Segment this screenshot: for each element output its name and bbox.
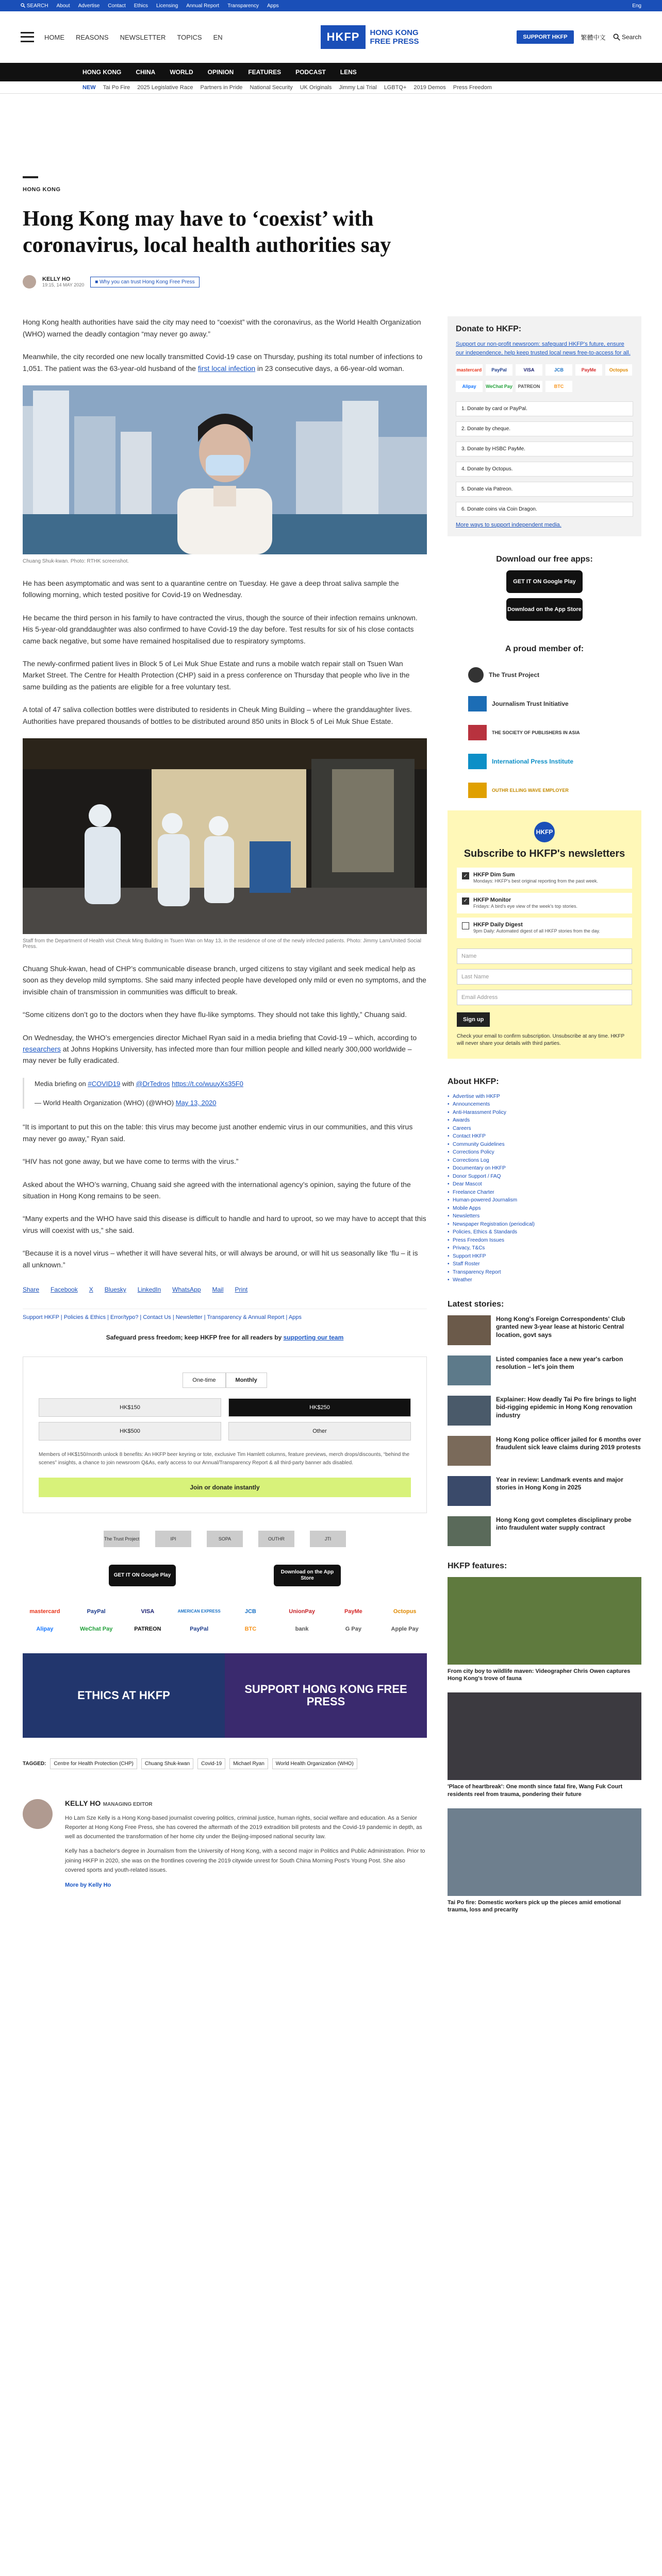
bio-paragraph: Kelly has a bachelor's degree in Journalism from the University of Hong Kong, with a second major in Politics and Public Administration. Prior to joining HKFP in 2020, she was on the frontlines covering the 2019 citywide unrest for South China Morning Post's Young Post. She also covered sports and youth-related issues.	[65, 1848, 425, 1873]
article-title: Hong Kong may have to ‘coexist’ with coronavirus, local health authorities say	[23, 207, 391, 258]
paragraph: Meanwhile, the city recorded one new locally transmitted Covid-19 case on Thursday, pushing its total number of infections to 1,051. The patient was the 63-year-old husband of the first local infection in 23 consecutive days, a 66-year-old woman.	[23, 352, 423, 372]
trust-project-logo: The Trust Project	[104, 1531, 140, 1547]
paragraph: Hong Kong health authorities have said the city may need to “coexist” with the coronavirus, as the World Health Organization (WHO) warned the deadly contagion “may never go away.”	[23, 318, 421, 338]
share-bluesky[interactable]: Bluesky	[104, 1285, 126, 1293]
story-thumbnail	[448, 1355, 491, 1385]
about-link[interactable]: • Staff Roster	[448, 1260, 641, 1268]
member-sopa[interactable]: THE SOCIETY OF PUBLISHERS IN ASIA	[468, 724, 641, 741]
donate-intro[interactable]: Support our non-profit newsroom: safeguard HKFP's future, ensure our independence, help keep trusted local news free-to-access for all.	[456, 341, 631, 356]
donate-option[interactable]: 5. Donate via Patreon.	[456, 482, 633, 497]
donate-option[interactable]: 3. Donate by HSBC PayMe.	[456, 442, 633, 456]
payme-icon: PayMe	[575, 364, 602, 376]
sidebar	[448, 316, 641, 1924]
embedded-tweet: Media briefing on #COVID19 with @DrTedros https://t.co/wuuyXs35F0 — World Health Organization (WHO) (@WHO) May 13, 2020	[23, 1078, 427, 1109]
photo-illustration	[23, 385, 427, 554]
amount-option-selected[interactable]: HK$250	[228, 1398, 411, 1417]
checkbox-checked[interactable]: ✓	[462, 872, 469, 879]
mainnav-china[interactable]: CHINA	[136, 69, 156, 76]
trending-item[interactable]: Jimmy Lai Trial	[339, 84, 377, 91]
story-item[interactable]: Listed companies face a new year's carbon resolution – let's join them	[448, 1355, 641, 1385]
publish-date: 19:15, 14 MAY 2020	[42, 282, 85, 288]
about-link[interactable]: • Careers	[448, 1125, 641, 1133]
jti-icon	[468, 696, 487, 711]
story-item[interactable]: Hong Kong govt completes disciplinary probe into fraudulent water supply contract	[448, 1516, 641, 1546]
site-logo[interactable]	[321, 25, 419, 49]
hkfp-logo: HKFP	[534, 822, 555, 842]
feature-image[interactable]	[448, 1577, 641, 1665]
about-hkfp	[448, 1077, 641, 1284]
trending-item[interactable]: 2019 Demos	[413, 84, 446, 91]
mainnav-world[interactable]: WORLD	[170, 69, 193, 76]
trending-item[interactable]: Press Freedom	[453, 84, 492, 91]
supporting-team-link[interactable]: supporting our team	[283, 1333, 344, 1341]
about-title: About HKFP:	[448, 1077, 499, 1086]
hkfp-features	[448, 1562, 641, 1914]
about-link[interactable]: • Freelance Charter	[448, 1189, 641, 1197]
about-link[interactable]: • Contact HKFP	[448, 1132, 641, 1141]
nav-newsletter[interactable]: NEWSLETTER	[120, 33, 166, 41]
feature-title[interactable]: 'Place of heartbreak': One month since fatal fire, Wang Fuk Court residents reel from trauma, pondering their future	[448, 1784, 623, 1798]
newsletter-option[interactable]: HKFP Daily Digest 9pm Daily: Automated digest of all HKFP stories from the day.	[457, 918, 632, 938]
article-body	[23, 316, 427, 1924]
amount-option[interactable]: HK$150	[39, 1398, 221, 1417]
tag-link[interactable]: Chuang Shuk-kwan	[141, 1758, 193, 1769]
tweet-url-link[interactable]: https://t.co/wuuyXs35F0	[172, 1079, 243, 1088]
patreon-icon: PATREON	[134, 1625, 161, 1632]
trending-item[interactable]: LGBTQ+	[384, 84, 407, 91]
newsletter-option[interactable]: ✓ HKFP Dim Sum Mondays: HKFP's best original reporting from the past week.	[457, 868, 632, 888]
support-banner[interactable]: SUPPORT HONG KONG FREE PRESS	[225, 1653, 427, 1738]
bio-paragraph: Ho Lam Sze Kelly is a Hong Kong-based journalist covering politics, criminal justice, human rights, social welfare and education. As a Senior Reporter at Hong Kong Free Press, she has covered the aftermath of the 2019 extradition bill protests and the Covid-19 pandemic in depth, as well as documented the transformation of her home city under the Beijing-imposed national security law.	[65, 1815, 422, 1840]
menu-icon[interactable]	[21, 30, 34, 44]
google-pay-icon: G Pay	[345, 1625, 361, 1632]
story-item[interactable]: Year in review: Landmark events and major stories in Hong Kong in 2025	[448, 1476, 641, 1506]
main-nav	[0, 63, 662, 81]
apple-pay-icon: Apple Pay	[391, 1625, 419, 1632]
donate-option[interactable]: 4. Donate by Octopus.	[456, 462, 633, 477]
jti-logo: JTI	[310, 1531, 346, 1547]
amount-options	[39, 1398, 411, 1440]
author-role: MANAGING EDITOR	[103, 1801, 153, 1807]
topbar-contact[interactable]: Contact	[108, 3, 126, 9]
nav-en[interactable]: EN	[213, 33, 223, 41]
donate-tabs	[39, 1372, 411, 1388]
feature-image[interactable]	[448, 1692, 641, 1780]
nav-topics[interactable]: TOPICS	[177, 33, 202, 41]
support-links[interactable]: Support HKFP | Policies & Ethics | Error/typo? | Contact Us | Newsletter | Transparency & Annual Report | Apps	[23, 1309, 427, 1320]
paragraph: Asked about the WHO’s warning, Chuang said she agreed with the international agency’s opinion, saying the future of the situation in Hong Kong remains to be seen.	[23, 1180, 411, 1200]
topbar-licensing[interactable]: Licensing	[156, 3, 178, 9]
member-trust-project[interactable]: The Trust Project	[468, 666, 641, 684]
tag-link[interactable]: World Health Organization (WHO)	[272, 1758, 357, 1769]
masthead-actions	[517, 30, 641, 44]
about-link[interactable]: • Human-powered Journalism	[448, 1196, 641, 1205]
apps-title: Download our free apps:	[496, 555, 593, 564]
app-store-button[interactable]: Download on the App Store	[274, 1565, 341, 1586]
shield-icon: ■	[95, 279, 98, 285]
byline	[23, 275, 639, 289]
tab-one-time[interactable]: One-time	[183, 1372, 225, 1388]
member-ipi[interactable]: International Press Institute	[468, 753, 641, 770]
bitcoin-icon: BTC	[244, 1625, 257, 1632]
wechat-pay-icon: WeChat Pay	[486, 381, 512, 392]
checkbox-checked[interactable]: ✓	[462, 897, 469, 905]
trust-project-icon	[468, 667, 484, 683]
email-input[interactable]: Email Address	[457, 990, 632, 1005]
donate-option[interactable]: 6. Donate coins via Coin Dragon.	[456, 502, 633, 517]
tags	[23, 1758, 427, 1769]
tag-link[interactable]: Centre for Health Protection (CHP)	[50, 1758, 137, 1769]
app-store-buttons	[23, 1565, 427, 1586]
story-thumbnail	[448, 1436, 491, 1466]
newsletter-option[interactable]: ✓ HKFP Monitor Fridays: A bird's eye view of the week's top stories.	[457, 893, 632, 913]
search-icon	[21, 3, 25, 8]
about-list	[448, 1093, 641, 1284]
tag-link[interactable]: Michael Ryan	[229, 1758, 268, 1769]
visa-icon: VISA	[141, 1608, 155, 1615]
partner-logos	[23, 1531, 427, 1547]
member-jti[interactable]: Journalism Trust Initiative	[468, 695, 641, 713]
outhr-icon	[468, 783, 487, 798]
donate-sidebar	[448, 316, 641, 536]
search-icon	[613, 33, 620, 41]
ipi-icon	[468, 754, 487, 769]
topbar-transparency[interactable]: Transparency	[227, 3, 259, 9]
about-link[interactable]: • Documentary on HKFP	[448, 1164, 641, 1173]
app-store-button[interactable]: Download on the App Store	[506, 598, 583, 621]
about-link[interactable]: • Anti-Harassment Policy	[448, 1109, 641, 1117]
name-input[interactable]: Name	[457, 948, 632, 964]
sign-up-button[interactable]: Sign up	[457, 1012, 490, 1027]
more-by-author-link[interactable]: More by Kelly Ho	[65, 1882, 111, 1888]
about-link[interactable]: • Dear Mascot	[448, 1180, 641, 1189]
patreon-icon: PATREON	[516, 381, 542, 392]
trust-link[interactable]: ■ Why you can trust Hong Kong Free Press	[90, 277, 199, 287]
author-name[interactable]: KELLY HO	[65, 1799, 101, 1807]
topbar-about[interactable]: About	[56, 3, 70, 9]
about-link[interactable]: • Privacy, T&Cs	[448, 1244, 641, 1252]
story-thumbnail	[448, 1396, 491, 1426]
latest-title: Latest stories:	[448, 1299, 504, 1309]
payment-methods	[23, 1605, 427, 1636]
first-local-infection-link[interactable]: first local infection	[197, 364, 256, 372]
masthead-nav	[44, 33, 223, 41]
trending-item[interactable]: UK Originals	[300, 84, 332, 91]
story-thumbnail	[448, 1476, 491, 1506]
story-item[interactable]: Hong Kong's Foreign Correspondents' Club granted new 3-year lease at historic Central location, govt says	[448, 1315, 641, 1345]
google-play-button[interactable]: GET IT ON Google Play	[109, 1565, 176, 1586]
trending-item[interactable]: Partners in Pride	[200, 84, 243, 91]
logo-mark: HKFP	[321, 25, 366, 49]
newsletter-fine-print: Check your email to confirm subscription. Unsubscribe at any time. HKFP will never share your details with third parties.	[457, 1033, 624, 1046]
checkbox-unchecked[interactable]	[462, 922, 469, 929]
tagged-label: TAGGED:	[23, 1760, 46, 1767]
top-utility-bar	[0, 0, 662, 11]
author-box	[23, 1794, 427, 1889]
visa-icon: VISA	[516, 364, 542, 376]
story-thumbnail	[448, 1516, 491, 1546]
masthead-search[interactable]: Search	[613, 33, 641, 41]
nav-reasons[interactable]: REASONS	[76, 33, 109, 41]
article-photo-health-staff	[23, 738, 427, 934]
author-name[interactable]: KELLY HO	[42, 276, 71, 283]
topbar-advertise[interactable]: Advertise	[78, 3, 100, 9]
story-item[interactable]: Explainer: How deadly Tai Po fire brings to light bid-rigging epidemic in Hong Kong renovation industry	[448, 1396, 641, 1426]
article-category[interactable]: HONG KONG	[23, 187, 61, 193]
octopus-icon: Octopus	[605, 364, 632, 376]
newsletter-signup	[448, 810, 641, 1058]
ipi-logo: IPI	[155, 1531, 191, 1547]
tweet-date-link[interactable]: May 13, 2020	[175, 1099, 217, 1107]
amount-option-other[interactable]: Other	[228, 1422, 411, 1440]
paypal-icon: PayPal	[486, 364, 512, 376]
payment-logos	[456, 364, 633, 394]
about-link[interactable]: • Newspaper Registration (periodical)	[448, 1221, 641, 1229]
share-x[interactable]: X	[89, 1285, 93, 1293]
photo-illustration	[23, 738, 427, 934]
member-outhr[interactable]: OUTHR ELLING WAVE EMPLOYER	[468, 782, 641, 799]
trending-nav	[0, 81, 662, 94]
mastercard-icon: mastercard	[456, 364, 483, 376]
about-link[interactable]: • Press Freedom Issues	[448, 1236, 641, 1245]
new-label: NEW	[82, 84, 96, 91]
trending-item[interactable]: 2025 Legislative Race	[137, 84, 193, 91]
donate-option[interactable]: 1. Donate by card or PayPal.	[456, 401, 633, 416]
mainnav-lens[interactable]: LENS	[340, 69, 357, 76]
language-switch[interactable]: 繁體中文	[581, 33, 606, 41]
mainnav-features[interactable]: FEATURES	[248, 69, 282, 76]
bank-icon: bank	[295, 1625, 309, 1632]
trending-item[interactable]: Tai Po Fire	[103, 84, 130, 91]
jcb-icon: JCB	[545, 364, 572, 376]
about-link[interactable]: • Support HKFP	[448, 1252, 641, 1261]
ethics-banner[interactable]: ETHICS AT HKFP	[23, 1653, 225, 1738]
bitcoin-icon: BTC	[545, 381, 572, 392]
story-item[interactable]: Hong Kong police officer jailed for 6 months over fraudulent sick leave claims during 2019 protests	[448, 1436, 641, 1466]
about-link[interactable]: • Corrections Log	[448, 1157, 641, 1165]
researchers-link[interactable]: researchers	[23, 1044, 61, 1053]
author-bio	[65, 1799, 427, 1889]
feature-title[interactable]: From city boy to wildlife maven: Videographer Chris Owen captures Hong Kong's trove of fauna	[448, 1668, 631, 1682]
safeguard-message: Safeguard press freedom; keep HKFP free for all readers by supporting our team	[106, 1333, 344, 1341]
last-name-input[interactable]: Last Name	[457, 969, 632, 985]
donate-option[interactable]: 2. Donate by cheque.	[456, 421, 633, 436]
topbar-lang[interactable]: Eng	[632, 3, 641, 9]
mainnav-hong-kong[interactable]: HONG KONG	[82, 69, 122, 76]
about-link[interactable]: • Transparency Report	[448, 1268, 641, 1277]
donate-title: Donate to HKFP:	[456, 325, 522, 334]
paragraph: “Because it is a novel virus – whether it will have several hits, or will always be around, or will hit us seasonally like ‘flu – it is all unknown.”	[23, 1249, 418, 1269]
paragraph: Chuang Shuk-kwan, head of CHP’s communicable disease branch, urged citizens to stay vigilant and seek medical help as soon as they develop mild symptoms. She said many infected people have developed only mild or even no symptoms, and the invisible chain of transmission in communities was difficult to break.	[23, 964, 426, 996]
about-link[interactable]: • Policies, Ethics & Standards	[448, 1228, 641, 1236]
share-whatsapp[interactable]: WhatsApp	[172, 1285, 201, 1293]
latest-stories	[448, 1300, 641, 1546]
google-play-button[interactable]: GET IT ON Google Play	[506, 570, 583, 593]
about-link[interactable]: • Newsletters	[448, 1212, 641, 1221]
unionpay-icon: UnionPay	[289, 1608, 315, 1615]
paragraph: On Wednesday, the WHO’s emergencies director Michael Ryan said in a media briefing that Covid-19 – which, according to researchers at Johns Hopkins University, has infected more than four million people and killed nearly 300,000 worldwide – may never be fully eradicated.	[23, 1033, 417, 1065]
hashtag-link[interactable]: #COVID19	[88, 1079, 121, 1088]
paragraph: “HIV has not gone away, but we have come to terms with the virus.”	[23, 1157, 239, 1166]
support-hkfp-button[interactable]: SUPPORT HKFP	[517, 30, 573, 44]
author-avatar[interactable]	[23, 1799, 53, 1829]
donate-widget	[23, 1357, 427, 1513]
paragraph: “Some citizens don’t go to the doctors when they have flu-like symptoms. They should not take this lightly,” Chuang said.	[23, 1010, 407, 1019]
share-linkedin[interactable]: LinkedIn	[137, 1285, 161, 1293]
join-donate-button[interactable]: Join or donate instantly	[39, 1478, 411, 1497]
photo-caption: Staff from the Department of Health visit Cheuk Ming Building in Tsuen Wan on May 13, in the residence of one of the newly infected patients. Photo: Jimmy Lam/United Social Press.	[23, 938, 421, 950]
newsletter-title: Subscribe to HKFP's newsletters	[464, 848, 625, 860]
amex-icon: AMERICAN EXPRESS	[177, 1609, 221, 1614]
paragraph: A total of 47 saliva collection bottles were distributed to residents in Cheuk Ming Building – where the granddaughter lives. Authorities have prepared thousands of bottles to be distributed around 850 units in Block 5 of Lei Muk Shue Estate.	[23, 705, 412, 725]
features-title: HKFP features:	[448, 1561, 507, 1570]
share-mail[interactable]: Mail	[212, 1285, 224, 1293]
wechat-pay-icon: WeChat Pay	[79, 1625, 113, 1632]
share-facebook[interactable]: Facebook	[51, 1285, 78, 1293]
feature-image[interactable]	[448, 1808, 641, 1896]
share-print[interactable]: Print	[235, 1285, 248, 1293]
alipay-icon: Alipay	[456, 381, 483, 392]
about-link[interactable]: • Mobile Apps	[448, 1205, 641, 1213]
mainnav-podcast[interactable]: PODCAST	[295, 69, 326, 76]
sopa-logo: SOPA	[207, 1531, 243, 1547]
alipay-icon: Alipay	[36, 1625, 54, 1632]
share-label[interactable]: Share	[23, 1285, 40, 1293]
mastercard-icon: mastercard	[29, 1608, 60, 1615]
masthead	[0, 11, 662, 63]
feature-title[interactable]: Tai Po fire: Domestic workers pick up the pieces amid emotional trauma, loss and precarity	[448, 1900, 621, 1913]
about-link[interactable]: • Advertise with HKFP	[448, 1093, 641, 1101]
about-link[interactable]: • Awards	[448, 1116, 641, 1125]
sopa-icon	[468, 725, 487, 740]
trending-item[interactable]: National Security	[250, 84, 293, 91]
story-thumbnail	[448, 1315, 491, 1345]
logo-text: HONG KONG FREE PRESS	[370, 28, 419, 46]
more-ways-link[interactable]: More ways to support independent media.	[456, 522, 561, 529]
tab-monthly[interactable]: Monthly	[226, 1372, 267, 1388]
mainnav-opinion[interactable]: OPINION	[207, 69, 234, 76]
about-link[interactable]: • Weather	[448, 1276, 641, 1284]
share-bar	[23, 1286, 427, 1293]
about-link[interactable]: • Community Guidelines	[448, 1141, 641, 1149]
membership-note: Members of HK$150/month unlock 8 benefits: An HKFP beer keyring or tote, exclusive Tim Hamlett columns, feature previews, merch drops/discounts, “behind the scenes” insights, a chance to join newsroom Q&As, early access to our Annual/Transparency Report & all third-party banner ads disabled.	[39, 1451, 410, 1466]
jcb-icon: JCB	[244, 1608, 256, 1615]
content-area	[23, 316, 639, 1924]
user-link[interactable]: @DrTedros	[136, 1079, 170, 1088]
tag-link[interactable]: Covid-19	[197, 1758, 225, 1769]
search-link[interactable]: SEARCH	[21, 3, 48, 9]
paragraph: The newly-confirmed patient lives in Block 5 of Lei Muk Shue Estate and runs a mobile watch repair stall on Tsuen Wan Market Street. The Centre for Health Protection (CHP) said in a press conference on Thursday that people who live in the same building as the patients are eligible for a free voluntary test.	[23, 659, 410, 691]
paragraph: “It is important to put this on the table: this virus may become just another endemic virus in our communities, and this virus may never go away,” Ryan said.	[23, 1123, 413, 1143]
topbar-ethics[interactable]: Ethics	[134, 3, 148, 9]
photo-caption: Chuang Shuk-kwan. Photo: RTHK screenshot.	[23, 558, 129, 565]
promo-banners	[23, 1653, 427, 1738]
paypal-icon: PayPal	[190, 1625, 209, 1632]
about-link[interactable]: • Corrections Policy	[448, 1148, 641, 1157]
author-avatar[interactable]	[23, 275, 36, 289]
paragraph: “Many experts and the WHO have said this disease is difficult to handle and hard to uproot, so we may have to accept that this virus will coexist with us,” she said.	[23, 1214, 426, 1234]
article-photo-chuang	[23, 385, 427, 554]
topbar-apps[interactable]: Apps	[267, 3, 279, 9]
divider	[23, 176, 38, 178]
about-link[interactable]: • Announcements	[448, 1100, 641, 1109]
payme-icon: PayMe	[344, 1608, 362, 1615]
amount-option[interactable]: HK$500	[39, 1422, 221, 1440]
paragraph: He became the third person in his family to have contracted the virus, though the source of their infection remains unknown. His 5-year-old granddaughter was also confirmed to have Covid-19 the day before. Test results for six of his close contacts came back negative, but some have remained hospitalised due to respiratory symptoms.	[23, 613, 418, 645]
nav-home[interactable]: HOME	[44, 33, 64, 41]
topbar-annual-report[interactable]: Annual Report	[186, 3, 220, 9]
octopus-icon: Octopus	[393, 1608, 417, 1615]
paypal-icon: PayPal	[87, 1608, 106, 1615]
paragraph: He has been asymptomatic and was sent to a quarantine centre on Tuesday. He gave a deep throat saliva sample the following morning, which tested positive for Covid-19 on Wednesday.	[23, 579, 399, 599]
outhr-logo: OUTHR	[258, 1531, 294, 1547]
member-title: A proud member of:	[505, 645, 584, 654]
about-link[interactable]: • Donor Support / FAQ	[448, 1173, 641, 1181]
